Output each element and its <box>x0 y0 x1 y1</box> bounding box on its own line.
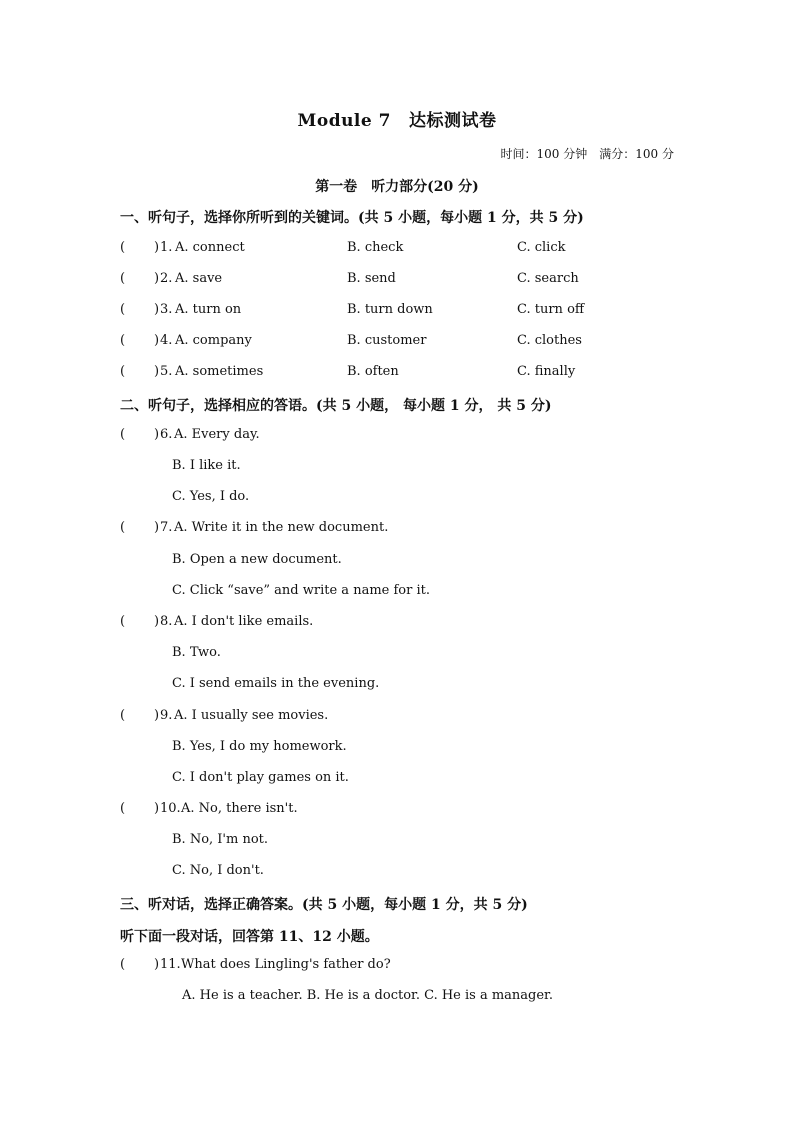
answer-paren-open: ( <box>120 302 126 317</box>
option-c: C. clothes <box>517 333 582 348</box>
option-a: A. company <box>175 333 252 348</box>
option-b: B. Open a new document. <box>172 552 342 567</box>
answer-paren-open: ( <box>120 801 126 816</box>
question-number: 7. <box>160 520 173 535</box>
option-c: C. No, I don't. <box>172 863 264 878</box>
section-3-heading: 三、听对话，选择正确答案。(共 5 小题，每小题 1 分，共 5 分) <box>120 897 528 913</box>
option-c: C. finally <box>517 364 576 379</box>
exam-meta <box>501 145 674 162</box>
option-b: B. turn down <box>347 302 433 317</box>
option-a: A. I usually see movies. <box>174 708 329 723</box>
question-number: 11. <box>160 957 181 972</box>
answer-paren-open: ( <box>120 708 126 723</box>
question-number: 4. <box>160 333 173 348</box>
part-heading <box>0 176 794 196</box>
answer-paren-close: ) <box>154 271 160 286</box>
option-b: B. No, I'm not. <box>172 832 269 847</box>
answer-paren-open: ( <box>120 614 126 629</box>
question-number: 8. <box>160 614 173 629</box>
answer-paren-close: ) <box>154 708 160 723</box>
answer-paren-open: ( <box>120 427 126 442</box>
option-b: B. I like it. <box>172 458 241 473</box>
option-b: B. Two. <box>172 645 221 660</box>
option-c: C. turn off <box>517 302 585 317</box>
answer-paren-close: ) <box>154 957 160 972</box>
answer-paren-open: ( <box>120 333 126 348</box>
title-test: 达标测试卷 <box>408 111 497 131</box>
answer-paren-close: ) <box>154 333 160 348</box>
option-a: A. Write it in the new document. <box>174 520 389 535</box>
question-number: 1. <box>160 240 173 255</box>
option-b: B. Yes, I do my homework. <box>172 739 347 754</box>
option-b: B. often <box>347 364 399 379</box>
option-b: B. send <box>347 271 396 286</box>
answer-paren-open: ( <box>120 364 126 379</box>
answer-paren-close: ) <box>154 364 160 379</box>
question-text: What does Lingling's father do? <box>181 957 391 972</box>
part-name: 听力部分(20 分) <box>371 179 479 195</box>
question-options: A. He is a teacher. B. He is a doctor. C. He is a manager. <box>182 988 553 1003</box>
option-a: A. sometimes <box>175 364 264 379</box>
option-a: A. Every day. <box>174 427 260 442</box>
question-row <box>120 364 680 384</box>
question-number: 10. <box>160 801 181 816</box>
answer-paren-close: ) <box>154 240 160 255</box>
option-a: A. save <box>175 271 223 286</box>
option-a: A. I don't like emails. <box>174 614 314 629</box>
time-limit: 时间：100 分钟 <box>500 147 588 161</box>
option-a: A. connect <box>175 240 245 255</box>
part-number: 第一卷 <box>315 179 358 195</box>
answer-paren-open: ( <box>120 520 126 535</box>
question-row <box>120 240 680 260</box>
answer-paren-close: ) <box>154 801 160 816</box>
answer-paren-close: ) <box>154 427 160 442</box>
option-a: A. No, there isn't. <box>181 801 298 816</box>
question-row <box>120 271 680 291</box>
section-2-heading: 二、听句子，选择相应的答语。(共 5 小题， 每小题 1 分， 共 5 分) <box>120 398 552 414</box>
option-b: B. check <box>347 240 404 255</box>
option-c: C. Yes, I do. <box>172 489 250 504</box>
question-number: 6. <box>160 427 173 442</box>
option-c: C. I send emails in the evening. <box>172 676 380 691</box>
answer-paren-close: ) <box>154 302 160 317</box>
section-3-subheading: 听下面一段对话，回答第 11、12 小题。 <box>120 929 379 945</box>
answer-paren-open: ( <box>120 271 126 286</box>
page-title <box>0 106 794 131</box>
answer-paren-open: ( <box>120 240 126 255</box>
answer-paren-close: ) <box>154 614 160 629</box>
option-c: C. Click “save” and write a name for it. <box>172 583 430 598</box>
option-b: B. customer <box>347 333 427 348</box>
section-1-heading: 一、听句子，选择你所听到的关键词。(共 5 小题，每小题 1 分，共 5 分) <box>120 210 584 226</box>
option-c: C. I don't play games on it. <box>172 770 349 785</box>
question-number: 9. <box>160 708 173 723</box>
question-number: 2. <box>160 271 173 286</box>
question-number: 5. <box>160 364 173 379</box>
answer-paren-open: ( <box>120 957 126 972</box>
answer-paren-close: ) <box>154 520 160 535</box>
question-row <box>120 302 680 322</box>
full-score: 满分：100 分 <box>599 147 674 161</box>
question-number: 3. <box>160 302 173 317</box>
question-row <box>120 333 680 353</box>
option-c: C. click <box>517 240 566 255</box>
title-module: Module 7 <box>297 111 391 131</box>
option-c: C. search <box>517 271 579 286</box>
option-a: A. turn on <box>175 302 242 317</box>
